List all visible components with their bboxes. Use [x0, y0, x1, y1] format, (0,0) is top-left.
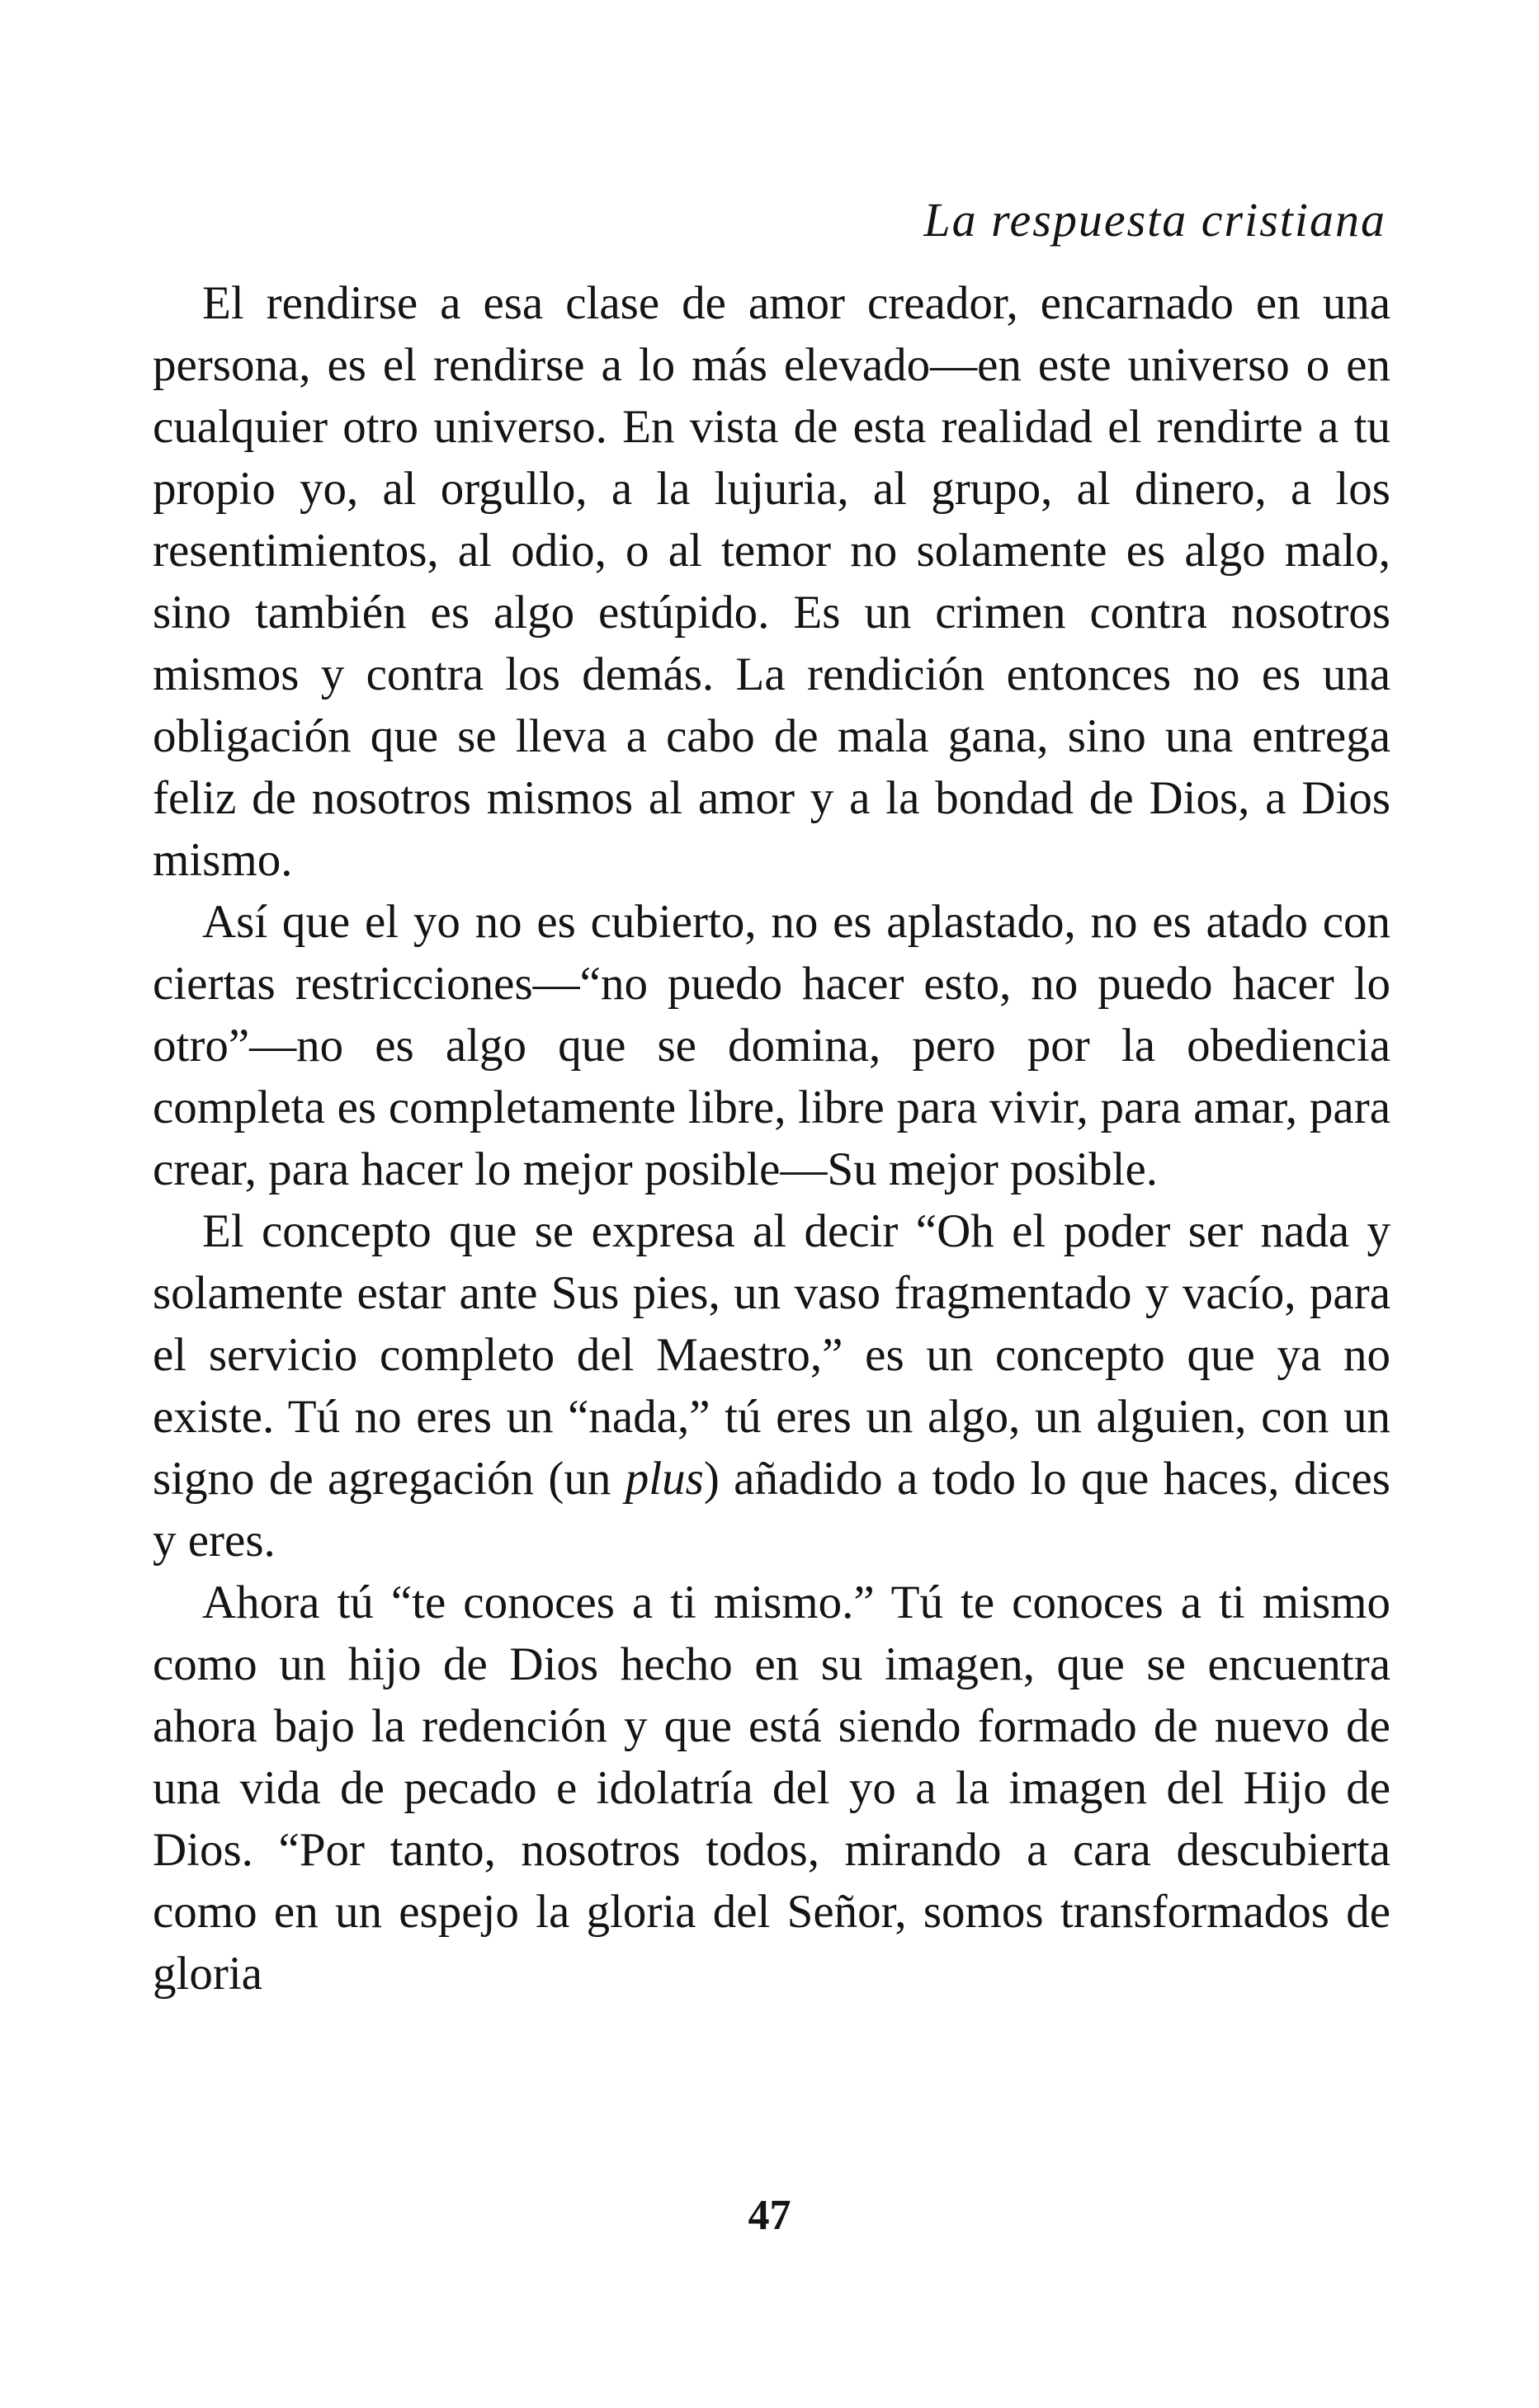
- emphasis-plus: plus: [625, 1453, 704, 1505]
- paragraph-3-text-after: ) añadido a todo lo que haces, dices y eres.: [153, 1453, 1390, 1567]
- paragraph-1: El rendirse a esa clase de amor creador, encarnado en una persona, es el rendirse a lo más elevado—en este universo o en cualquier otro universo. En vista de esta realidad el rendirte a tu propio yo, al orgullo, a la lujuria, al grupo, al dinero, a los resentimientos, al odio, o al temor no solamente es algo malo, sino también es algo estúpido. Es un crimen contra nosotros mismos y contra los demás. La rendición entonces no es una obligación que se lleva a cabo de mala gana, sino una entrega feliz de nosotros mismos al amor y a la bondad de Dios, a Dios mismo.: [153, 277, 1390, 886]
- body-text: [153, 272, 1390, 2005]
- paragraph-4: Ahora tú “te conoces a ti mismo.” Tú te conoces a ti mismo como un hijo de Dios hecho en su imagen, que se encuentra ahora bajo la redención y que está siendo formado de nuevo de una vida de pecado e idolatría del yo a la imagen del Hijo de Dios. “Por tanto, nosotros todos, mirando a cara descubierta como en un espejo la gloria del Señor, somos transformados de gloria: [153, 1576, 1390, 2000]
- paragraph-3-text-before: El concepto que se expresa al decir “Oh el poder ser nada y solamente estar ante Sus pies, un vaso fragmentado y vacío, para el servicio completo del Maestro,” es un concepto que ya no existe. Tú no eres un “nada,” tú eres un algo, un alguien, con un signo de agregación (un: [153, 1205, 1390, 1505]
- page-number: 47: [748, 2192, 791, 2239]
- paragraph-2: Así que el yo no es cubierto, no es aplastado, no es atado con ciertas restricciones—“no puedo hacer esto, no puedo hacer lo otro”—no es algo que se domina, pero por la obediencia completa es completamente libre, libre para vivir, para amar, para crear, para hacer lo mejor posible—Su mejor posible.: [153, 896, 1390, 1195]
- running-head: La respuesta cristiana: [923, 193, 1386, 247]
- paragraph-3: [153, 1200, 1390, 1572]
